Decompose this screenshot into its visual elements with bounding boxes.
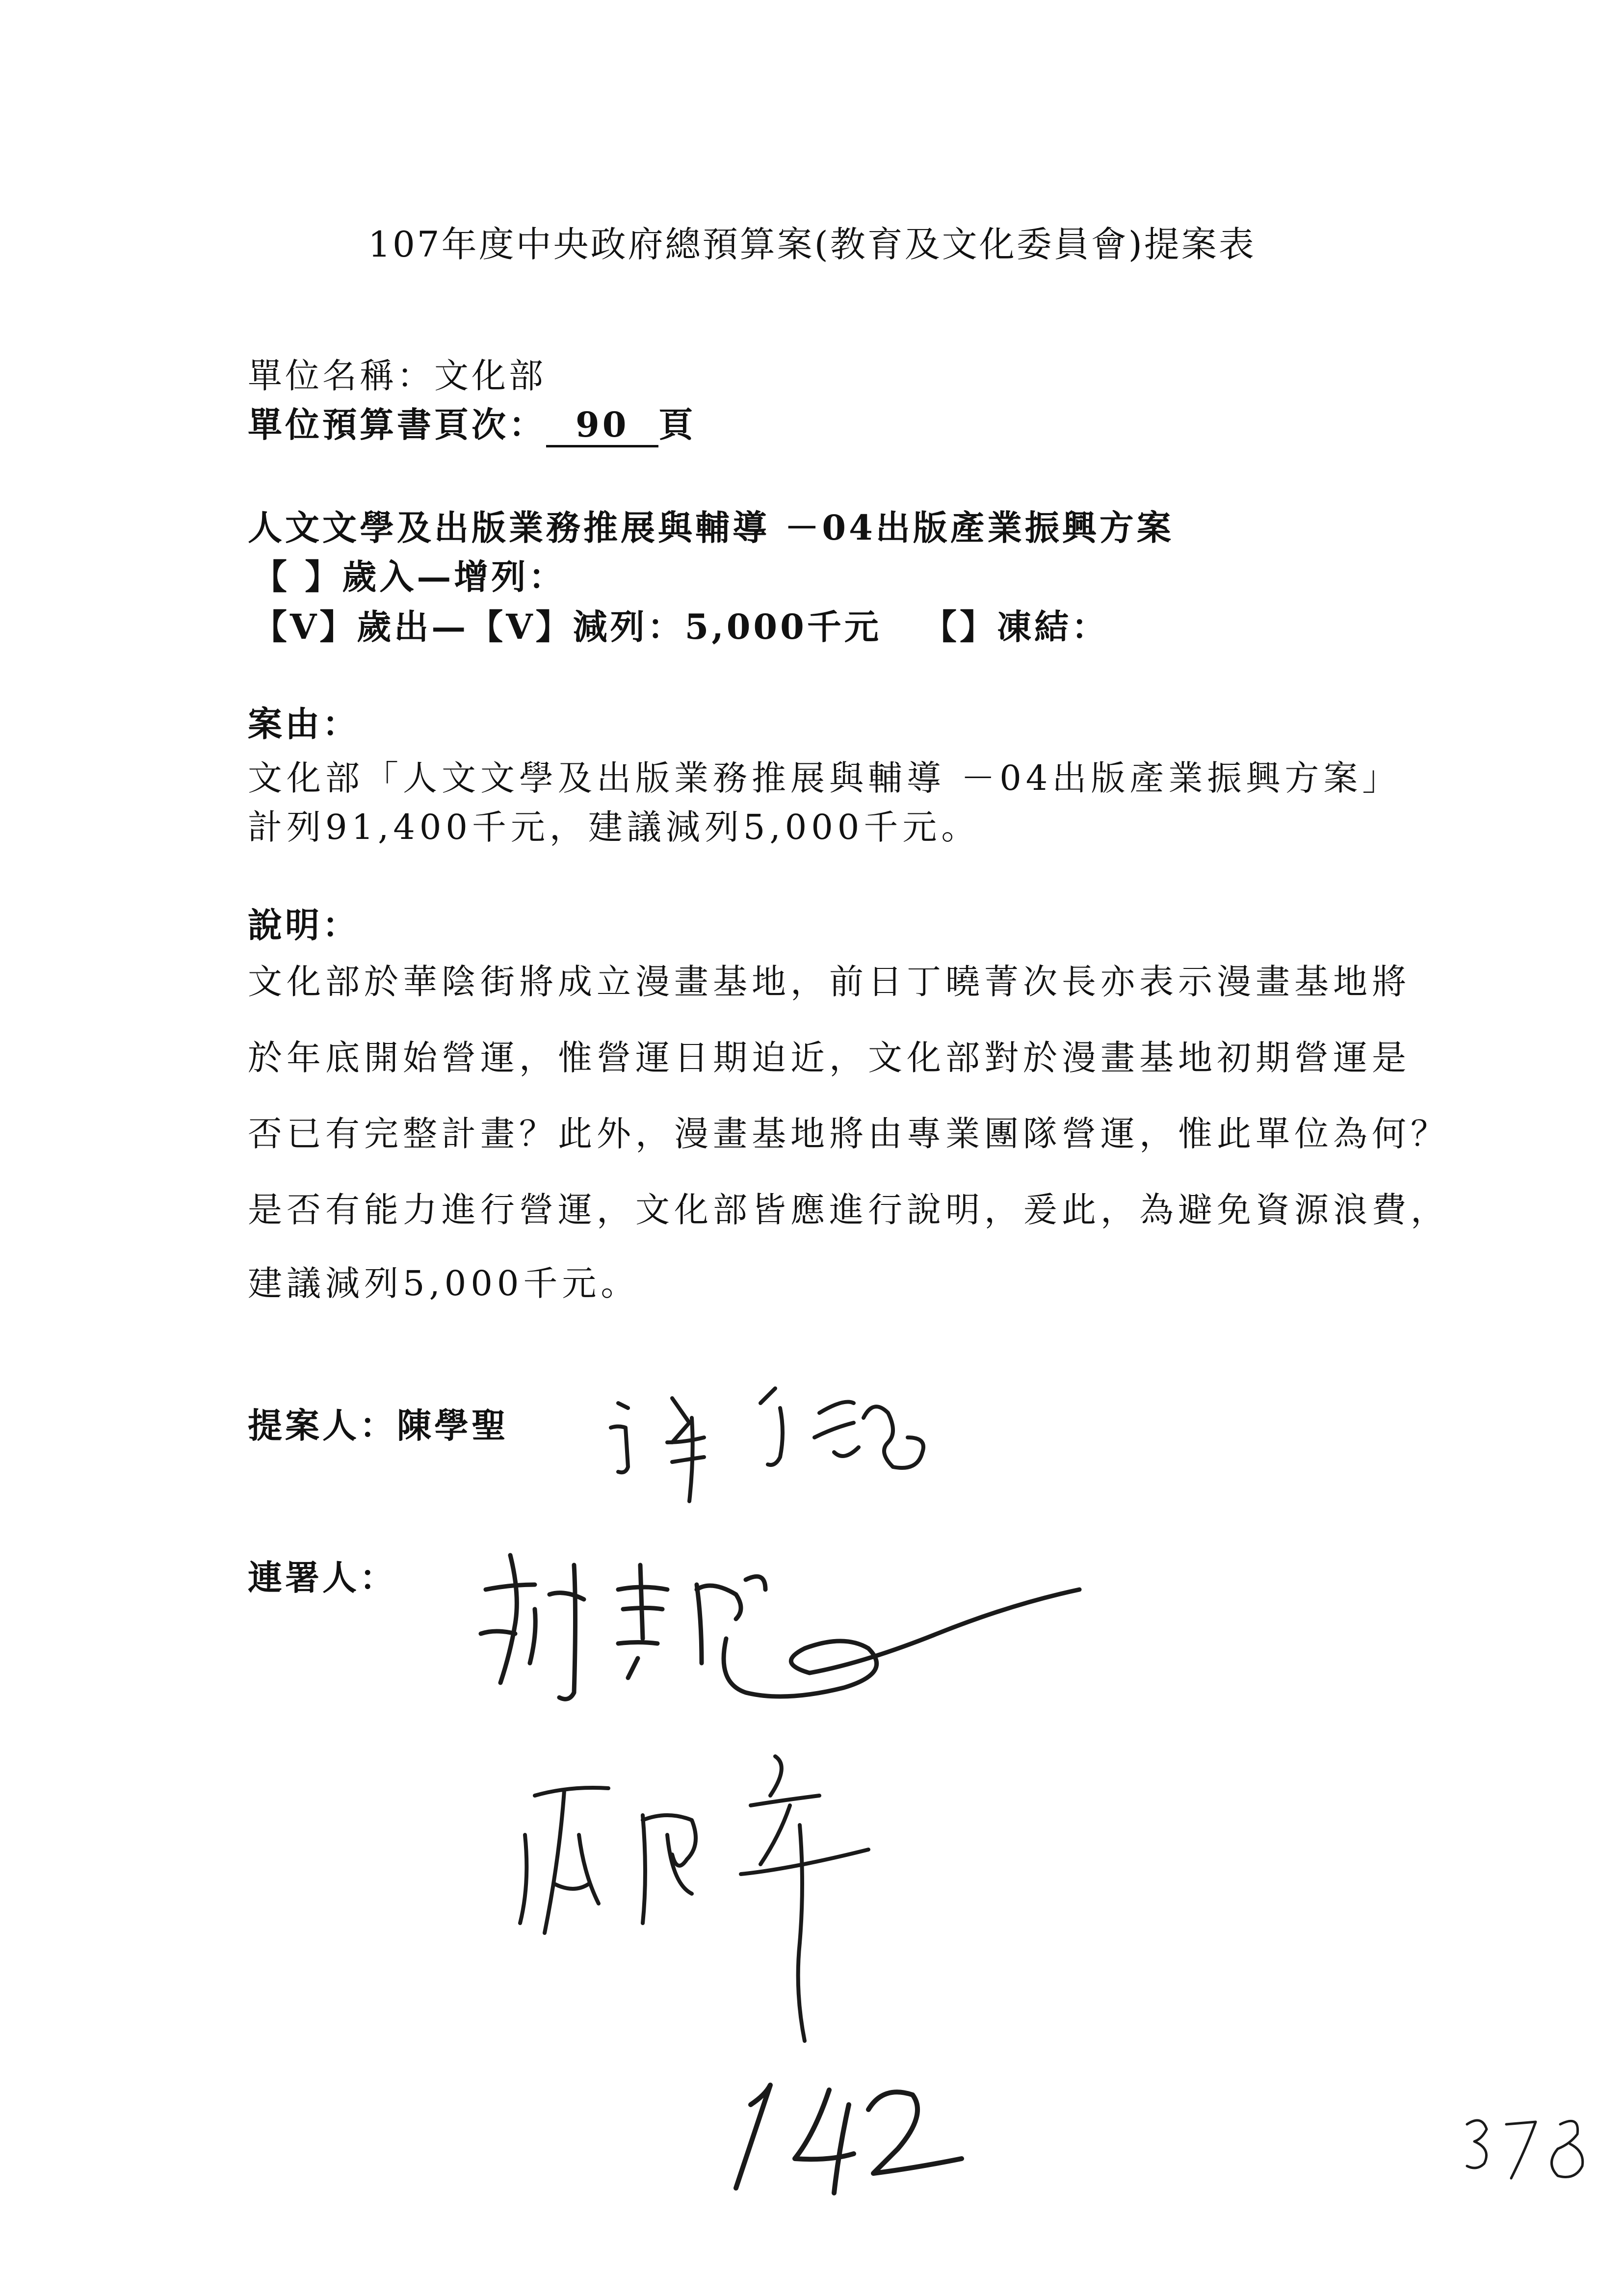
budget-page-unit: 頁 — [658, 404, 696, 445]
cosigner-label: 連署人： — [248, 1557, 397, 1598]
proposer-row — [248, 1398, 509, 1448]
handwritten-number-142 — [707, 2051, 1001, 2208]
expenditure-line: 【V】歲出—【V】減列：5,000千元 — [253, 606, 882, 647]
budget-page-label: 單位預算書頁次： — [248, 404, 546, 445]
case-reason-line: 計列91,400千元，建議減列5,000千元。 — [248, 807, 980, 847]
unit-name-value: 文化部 — [434, 356, 546, 396]
explanation-line: 於年底開始營運，惟營運日期迫近，文化部對於漫畫基地初期營運是 — [248, 1038, 1411, 1078]
revenue-line: 【 】歲入—增列： — [253, 556, 566, 597]
explanation-line: 文化部於華陰街將成立漫畫基地，前日丁曉菁次長亦表示漫畫基地將 — [248, 962, 1411, 1002]
case-reason-heading: 案由： — [248, 704, 360, 744]
case-reason-line: 文化部「人文文學及出版業務推展與輔導 －04出版產業振興方案」 — [248, 758, 1401, 798]
budget-page-row — [248, 397, 696, 447]
proposer-signature — [599, 1369, 952, 1506]
unit-name-row — [248, 348, 546, 398]
explanation-heading: 說明： — [248, 905, 360, 945]
freeze-line: 【】凍結： — [922, 606, 1109, 647]
document-title: 107年度中央政府總預算案(教育及文化委員會)提案表 — [368, 224, 1256, 265]
unit-name-label: 單位名稱： — [248, 356, 434, 396]
budget-page-number: 90 — [546, 404, 658, 447]
explanation-line: 否已有完整計畫？此外，漫畫基地將由專業團隊營運，惟此單位為何？ — [248, 1114, 1449, 1154]
cosigner-signature-2 — [496, 1737, 937, 2051]
proposer-label: 提案人： — [248, 1405, 397, 1446]
cosigner-signature-1 — [471, 1536, 1109, 1747]
program-title: 人文文學及出版業務推展與輔導 －04出版產業振興方案 — [248, 507, 1174, 548]
explanation-line: 是否有能力進行營運，文化部皆應進行說明，爰此，為避免資源浪費， — [248, 1190, 1449, 1230]
proposer-name: 陳學聖 — [397, 1405, 509, 1446]
explanation-line: 建議減列5,000千元。 — [248, 1263, 640, 1304]
corner-page-number-378 — [1452, 2095, 1609, 2193]
